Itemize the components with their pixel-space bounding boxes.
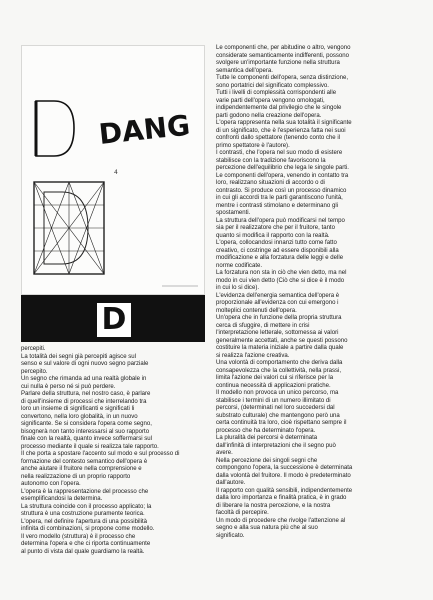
text-line: stabilisce i termini di un numero illimitato di bbox=[216, 397, 331, 404]
text-line: determina l'opera e che ci riporta continuamente bbox=[21, 541, 151, 547]
text-line: significato. bbox=[216, 532, 245, 539]
text-line: di quell'insieme di processi che interrelando tra bbox=[21, 398, 147, 405]
text-line: formazione del contesto semantico dell'opera è bbox=[21, 458, 148, 465]
text-line: facoltà di percepire. bbox=[216, 510, 269, 516]
text-line: di liberare la nostra percezione, e la nostra bbox=[216, 502, 331, 509]
text-line: spostamenti. bbox=[216, 210, 251, 216]
text-line: varie parti dell'opera vengono omologati, bbox=[216, 97, 325, 104]
text-line: compongono l'opera, la successione è determinata bbox=[216, 465, 353, 471]
dang-lettering: DANG bbox=[97, 108, 192, 151]
text-line: molteplici contenuti dell'opera. bbox=[216, 307, 297, 314]
text-line: Il modello non provoca un unico percorso, ma bbox=[216, 390, 339, 396]
text-line: Le componenti dell'opera, venendo in contatto tra bbox=[216, 172, 349, 179]
text-line: finale con la realtà, quanto invece soffermarsi sul bbox=[21, 436, 152, 442]
text-line: Tutti i livelli di complessità corrispondenti alle bbox=[216, 90, 337, 96]
text-line: nella realizzazione di un proprio rapporto bbox=[21, 473, 131, 480]
text-line: si realizza l'azione creativa. bbox=[216, 352, 290, 359]
text-line: esemplificandosi la determina. bbox=[21, 496, 103, 502]
text-line: Il vero modello (struttura) è il processo che bbox=[21, 533, 136, 540]
text-line: Nella percezione dei singoli segni che bbox=[216, 457, 318, 464]
text-line: creativo, ci costringe ad essere disponibili alla bbox=[216, 247, 339, 254]
text-line: considerate semanticamente indifferenti, possono bbox=[216, 52, 349, 59]
text-line: Un'opera che in funzione della propria struttura bbox=[216, 315, 342, 321]
text-line: quanto si modifica il rapporto con la realtà. bbox=[216, 232, 330, 239]
text-line: senso e sul valore di ogni nuovo segno parziale bbox=[21, 361, 149, 367]
text-line: La totalità dei segni già percepiti agisce sul bbox=[21, 353, 136, 360]
text-line: limita l'azione dei valori cui si riferisce per la bbox=[216, 375, 334, 381]
text-line: l'interpretazione letterale, sottomessa ai valori bbox=[216, 330, 339, 336]
text-line: loro un insieme di significanti e significati li bbox=[21, 406, 135, 412]
text-line: di un significato, che è l'esperienza fatta nei suoi bbox=[216, 127, 346, 134]
text-line: mentre i contrasti stimolano e determinano gli bbox=[216, 202, 339, 209]
text-line: infinita di combinazioni, si propone come modello. bbox=[21, 526, 155, 532]
text-line: dalla loro importanza e finalità pratica, è in grado bbox=[216, 495, 347, 501]
text-line: I contrasti, che l'opera nel suo modo di esistere bbox=[216, 150, 343, 156]
text-line: dalla volontà del fruitore. Il modo è predeterminato bbox=[216, 472, 351, 479]
text-line: avere. bbox=[216, 450, 233, 456]
text-line: parti godono nella creazione dell'opera. bbox=[216, 112, 322, 119]
black-band bbox=[21, 295, 205, 342]
text-line: L'opera, collocandosi innanzi tutto come fatto bbox=[216, 240, 337, 246]
text-line: certa continuità tra loro, cioè rispettano sempre il bbox=[216, 420, 347, 426]
text-line: in cui lo si dice). bbox=[216, 285, 260, 291]
text-line: autonomo con l'opera. bbox=[21, 481, 81, 487]
text-line: La forzatura non sta in ciò che vien detto, ma nel bbox=[216, 270, 347, 276]
text-line: modo in cui vien detto (Ciò che si dice è il modo bbox=[216, 277, 345, 284]
text-line: Tutte le componenti dell'opera, senza distinzione, bbox=[216, 75, 349, 81]
text-line: significante. Se si considera l'opera come segno, bbox=[21, 421, 152, 427]
text-line: struttura è una costruzione puramente teorica. bbox=[21, 511, 145, 517]
text-line: Il rapporto con qualità sensibili, indipendentemente bbox=[216, 487, 353, 494]
text-line: convertono, nella loro globalità, in un nuovo bbox=[21, 413, 138, 420]
text-line: sono portatrici del significato complessivo. bbox=[216, 82, 329, 89]
text-line: Le componenti che, per abitudine o altro, vengono bbox=[216, 45, 351, 51]
text-line: in cui gli accordi tra le parti garantiscono l'unità, bbox=[216, 195, 343, 201]
text-line: percepito. bbox=[21, 368, 48, 375]
text-line: Il che porta a spostare l'accento sul modo e sul processo di bbox=[21, 451, 180, 457]
text-line: norme codificate. bbox=[216, 262, 263, 269]
text-line: confronti dallo spettatore (tenendo conto che il bbox=[216, 135, 341, 141]
text-line: processo che ha determinato l'opera. bbox=[216, 427, 316, 434]
text-line: La struttura coincide con il processo applicato; la bbox=[21, 503, 152, 510]
text-line: L'opera rappresenta nella sua totalità il significante bbox=[216, 120, 352, 126]
text-line: dall'infinità di interpretazioni che il segno può bbox=[216, 442, 336, 449]
construction-diagram bbox=[34, 182, 104, 274]
artwork-drawing bbox=[22, 46, 204, 294]
text-line: L'evidenza dell'energia semantica dell'opera è bbox=[216, 292, 340, 299]
text-line: loro, realizzano situazioni di accordo o di bbox=[216, 180, 325, 186]
text-line: percorsi, (determinati nel loro succedersi dal bbox=[216, 405, 335, 411]
text-line: svolgere un'importante funzione nella struttura bbox=[216, 60, 340, 66]
text-line: L'opera, nel definire l'apertura di una possibilità bbox=[21, 518, 148, 525]
text-line: stabilisce con la tradizione favoriscono la bbox=[216, 157, 326, 164]
text-line: percepiti. bbox=[21, 346, 46, 352]
text-line: sia per il realizzatore che per il fruitore, tanto bbox=[216, 225, 335, 231]
text-line: dall'autore. bbox=[216, 480, 246, 486]
text-line: Una volontà di comportamento che deriva dalla bbox=[216, 360, 343, 366]
text-line: processo mediante il quale si realizza tale rapporto. bbox=[21, 443, 159, 450]
letter-d-shape bbox=[36, 101, 74, 156]
band-letter-d: D bbox=[97, 303, 131, 337]
text-line: Parlare della struttura, nel nostro caso, è parlare bbox=[21, 391, 151, 397]
text-line: primo spettatore è l'autore). bbox=[216, 142, 290, 149]
left-text-column bbox=[21, 346, 207, 556]
text-line: substrato culturale) che mantengono però una bbox=[216, 412, 340, 419]
text-line: semantica dell'opera. bbox=[216, 67, 273, 74]
text-line: bisognerà non tanto interessarsi al suo rapporto bbox=[21, 428, 150, 435]
text-line: anche aiutare il fruitore nella comprensione e bbox=[21, 466, 142, 472]
text-line: proporzionale all'evidenza con cui emergono i bbox=[216, 300, 339, 306]
text-line: al punto di vista dal quale guardiamo la realtà. bbox=[21, 548, 145, 555]
text-line: Un segno che rimanda ad una realtà globale in bbox=[21, 376, 147, 382]
text-line: segno e alla sua natura più che al suo bbox=[216, 525, 318, 531]
text-line: La struttura dell'opera può modificarsi nel tempo bbox=[216, 217, 345, 224]
text-line: L'opera è la rappresentazione del processo che bbox=[21, 488, 149, 495]
small-number: 4 bbox=[114, 169, 118, 176]
text-line: indipendentemente dal privilegio che le singole bbox=[216, 105, 342, 111]
text-line: contrasto. Si produce così un processo dinamico bbox=[216, 187, 347, 194]
text-line: cerca di sfuggire, di mettere in crisi bbox=[216, 322, 310, 329]
right-text-column bbox=[216, 45, 415, 540]
artwork-panel bbox=[21, 45, 205, 295]
text-line: Un modo di procedere che rivolge l'attenzione al bbox=[216, 517, 346, 524]
text-line: costituire la materia iniziale a partire dalla quale bbox=[216, 345, 344, 351]
text-line: generalmente accettati, anche se questi possono bbox=[216, 337, 348, 344]
text-line: La pluralità dei percorsi è determinata bbox=[216, 435, 318, 441]
text-line: percezione dell'equilibrio che lega le singole parti. bbox=[216, 165, 349, 171]
text-line: consapevolezza che la collettività, nella prassi, bbox=[216, 367, 342, 374]
text-line: modificazione e alla forzatura delle leggi e delle bbox=[216, 255, 344, 261]
text-line: cui nulla è perso né si può perdere. bbox=[21, 383, 116, 390]
text-line: continua necessità di applicazioni pratiche. bbox=[216, 382, 331, 389]
